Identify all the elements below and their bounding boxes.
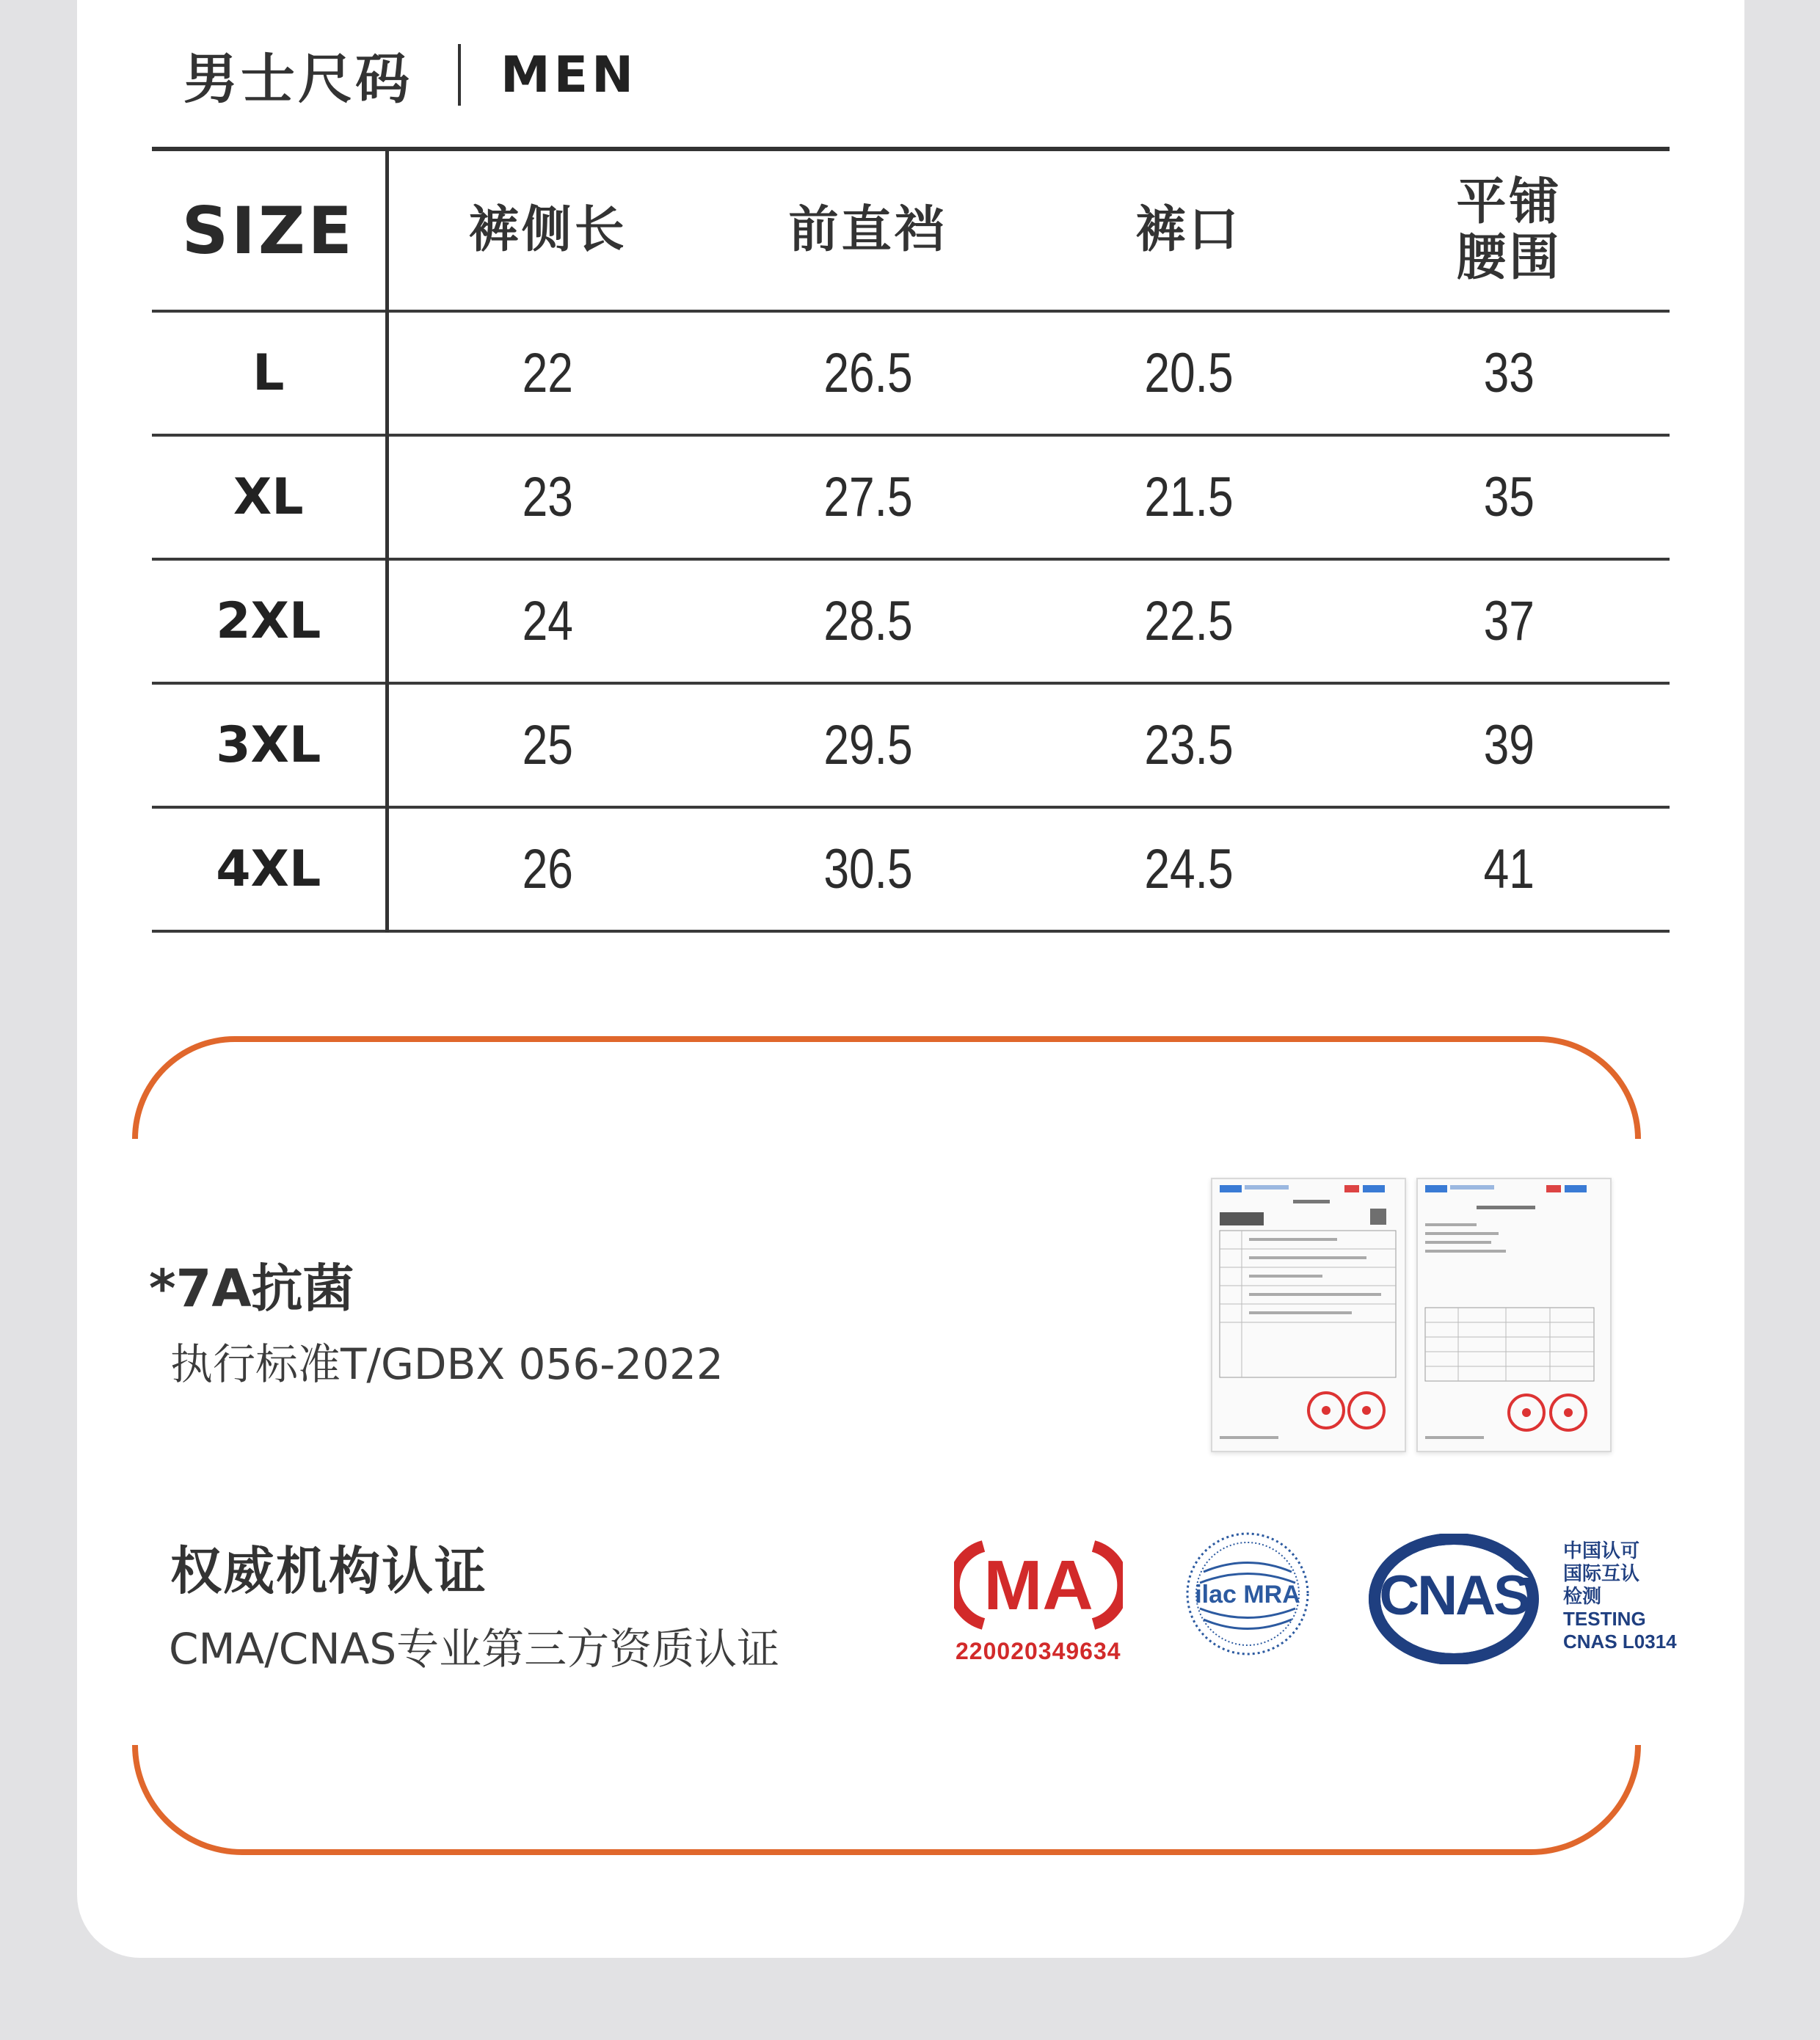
column-header-front-rise: 前直裆 [707,149,1028,311]
table-row [152,311,1670,435]
column-header-waist: 平铺腰围 [1349,149,1670,311]
certification-subtitle: CMA/CNAS专业第三方资质认证 [169,1624,780,1674]
cell-value: 20.5 [1143,342,1234,404]
cell-value: 23.5 [1143,714,1234,776]
antibacterial-title: *7A抗菌 [149,1258,354,1319]
size-label: XL [233,468,304,526]
test-report-image [1416,1178,1612,1452]
certification-frame-top [132,1036,1641,1139]
column-header-side-length: 裤侧长 [387,149,707,311]
cell-value: 37 [1483,590,1535,652]
cnas-logo-text: CNAS [1379,1564,1529,1627]
cma-number: 220020349634 [956,1638,1121,1664]
cell-value: 22.5 [1143,590,1234,652]
cell-value: 28.5 [823,590,913,652]
cell-value: 33 [1483,342,1535,404]
cell-value: 22 [523,342,574,404]
table-row [152,559,1670,683]
table-header-row [152,149,1670,311]
table-row [152,683,1670,807]
title-chinese: 男士尺码 [183,48,412,111]
cell-value: 24 [523,590,574,652]
cell-value: 41 [1483,838,1535,900]
cma-logo-text: MA [983,1546,1093,1625]
cell-value: 35 [1483,466,1535,528]
cell-value: 26 [523,838,574,900]
cell-value: 25 [523,714,574,776]
size-label: 3XL [216,716,321,774]
cell-value: 23 [523,466,574,528]
antibacterial-standard: 执行标准T/GDBX 056-2022 [170,1339,724,1389]
title-english: MEN [500,45,638,104]
certification-frame-bottom [132,1745,1641,1855]
table-row [152,435,1670,559]
column-header-size: SIZE [152,149,387,311]
size-label: 2XL [216,592,321,650]
cnas-logo [1369,1534,1539,1664]
cell-value: 27.5 [823,466,913,528]
cell-value: 21.5 [1143,466,1234,528]
test-report-image [1211,1178,1406,1452]
page-title [183,38,637,112]
cell-value: 26.5 [823,342,913,404]
cell-value: 24.5 [1143,838,1234,900]
cell-value: 29.5 [823,714,913,776]
size-label: 4XL [216,840,321,898]
ilac-mra-logo [1182,1528,1314,1660]
title-divider [458,44,461,106]
cell-value: 39 [1483,714,1535,776]
column-header-leg-opening: 裤口 [1028,149,1349,311]
ilac-logo-text: ilac MRA [1195,1581,1300,1609]
table-row [152,807,1670,931]
certification-title: 权威机构认证 [170,1541,487,1601]
size-table [152,147,1670,933]
size-label: L [252,344,285,402]
cnas-accreditation-text: 中国认可 国际互认 检测 TESTING CNAS L0314 [1563,1540,1677,1653]
cell-value: 30.5 [823,838,913,900]
